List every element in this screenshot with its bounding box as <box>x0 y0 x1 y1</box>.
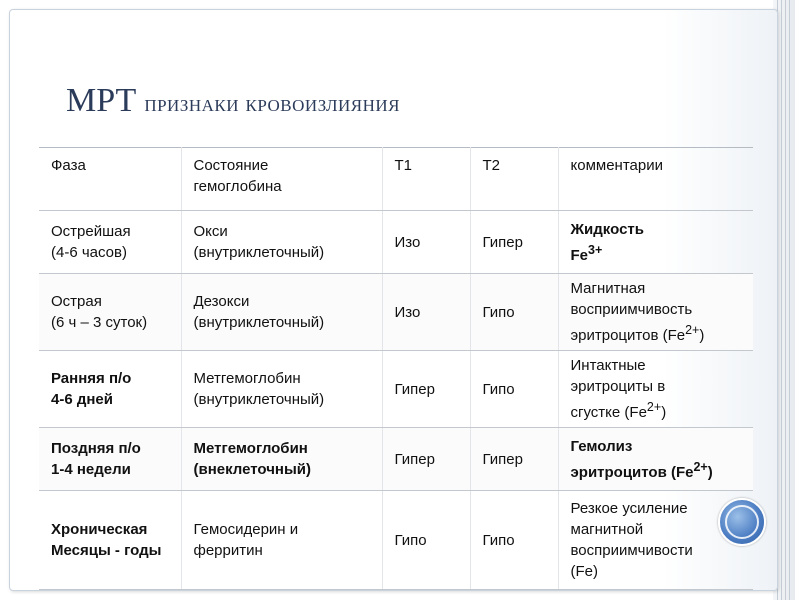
comment-line: ) <box>699 327 705 344</box>
superscript: 3+ <box>588 242 603 257</box>
cell-phase <box>39 211 181 274</box>
comment-line: магнитной <box>570 521 644 538</box>
superscript: 2+ <box>646 400 662 414</box>
cell-phase <box>39 274 181 351</box>
comment-line: эритроциты в <box>570 378 666 395</box>
comment-line: эритроцитов (Fe <box>570 327 686 344</box>
cell-t2: Гипо <box>470 351 558 428</box>
comment-line: сгустке (Fe <box>570 404 647 421</box>
cell-t1: Гипо <box>382 491 470 590</box>
phase-line: Месяцы - годы <box>51 542 162 559</box>
comment-line: эритроцитов (Fe <box>570 463 694 481</box>
comment-line: восприимчивости <box>570 542 693 559</box>
phase-line: (4-6 часов) <box>51 244 127 261</box>
state-line: Дезокси <box>193 293 250 310</box>
table-row <box>39 491 753 590</box>
phase-line: Острейшая <box>51 223 131 240</box>
state-line: Метгемоглобин <box>193 440 308 457</box>
header-state-line: гемоглобина <box>193 178 282 195</box>
cell-state <box>181 428 382 491</box>
cell-comment <box>558 428 753 491</box>
cell-t1: Гипер <box>382 351 470 428</box>
comment-line: восприимчивость <box>570 301 693 318</box>
table-row <box>39 274 753 351</box>
state-line: Окси <box>193 223 228 240</box>
cell-phase <box>39 428 181 491</box>
decorative-circle-icon <box>718 498 766 546</box>
state-line: Гемосидерин и <box>193 521 299 538</box>
cell-comment <box>558 211 753 274</box>
cell-t1: Гипер <box>382 428 470 491</box>
phase-line: Острая <box>51 293 102 310</box>
phase-line: 4-6 дней <box>51 391 113 408</box>
cell-comment <box>558 351 753 428</box>
table-row <box>39 351 753 428</box>
slide-title <box>66 84 400 118</box>
comment-line: Гемолиз <box>570 437 633 455</box>
side-stripe <box>785 0 786 600</box>
cell-t2: Гипер <box>470 211 558 274</box>
cell-t1: Изо <box>382 274 470 351</box>
phase-line: Поздняя п/о <box>51 440 141 457</box>
table-header-row <box>39 148 753 211</box>
title-part-2: признаки кровоизлияния <box>144 91 401 117</box>
superscript: 2+ <box>693 459 708 474</box>
comment-line: ) <box>661 404 667 421</box>
header-state-line: Состояние <box>193 157 269 174</box>
cell-state <box>181 351 382 428</box>
superscript: 2+ <box>685 323 700 337</box>
header-phase: Фаза <box>39 148 181 211</box>
phase-line: Ранняя п/о <box>51 370 132 387</box>
header-state <box>181 148 382 211</box>
cell-state <box>181 211 382 274</box>
phase-line: (6 ч – 3 суток) <box>51 314 148 331</box>
state-line: Метгемоглобин <box>193 370 301 387</box>
phase-line: 1-4 недели <box>51 461 131 478</box>
comment-line: Жидкость <box>570 220 644 238</box>
side-stripe <box>789 0 790 600</box>
comment-line: Интактные <box>570 357 646 374</box>
header-comment: комментарии <box>558 148 753 211</box>
mri-signs-table <box>39 147 753 590</box>
comment-line: Резкое усиление <box>570 500 688 517</box>
state-line: ферритин <box>193 542 263 559</box>
cell-comment <box>558 274 753 351</box>
table-row <box>39 211 753 274</box>
cell-state <box>181 274 382 351</box>
cell-phase <box>39 491 181 590</box>
comment-line: Магнитная <box>570 280 646 297</box>
cell-t2: Гипо <box>470 274 558 351</box>
circle-ring <box>725 505 759 539</box>
state-line: (внутриклеточный) <box>193 391 325 408</box>
phase-line: Хроническая <box>51 521 148 538</box>
cell-phase <box>39 351 181 428</box>
header-t1: Т1 <box>382 148 470 211</box>
cell-state <box>181 491 382 590</box>
cell-t1: Изо <box>382 211 470 274</box>
cell-t2: Гипер <box>470 428 558 491</box>
header-t2: Т2 <box>470 148 558 211</box>
state-line: (внутриклеточный) <box>193 244 325 261</box>
comment-line: Fe <box>570 246 589 264</box>
state-line: (внеклеточный) <box>193 461 312 478</box>
comment-line: (Fe) <box>570 563 598 580</box>
comment-line: ) <box>707 463 713 481</box>
cell-t2: Гипо <box>470 491 558 590</box>
state-line: (внутриклеточный) <box>193 314 325 331</box>
table-row <box>39 428 753 491</box>
title-part-1: МРТ <box>66 82 137 119</box>
side-stripe <box>781 0 782 600</box>
